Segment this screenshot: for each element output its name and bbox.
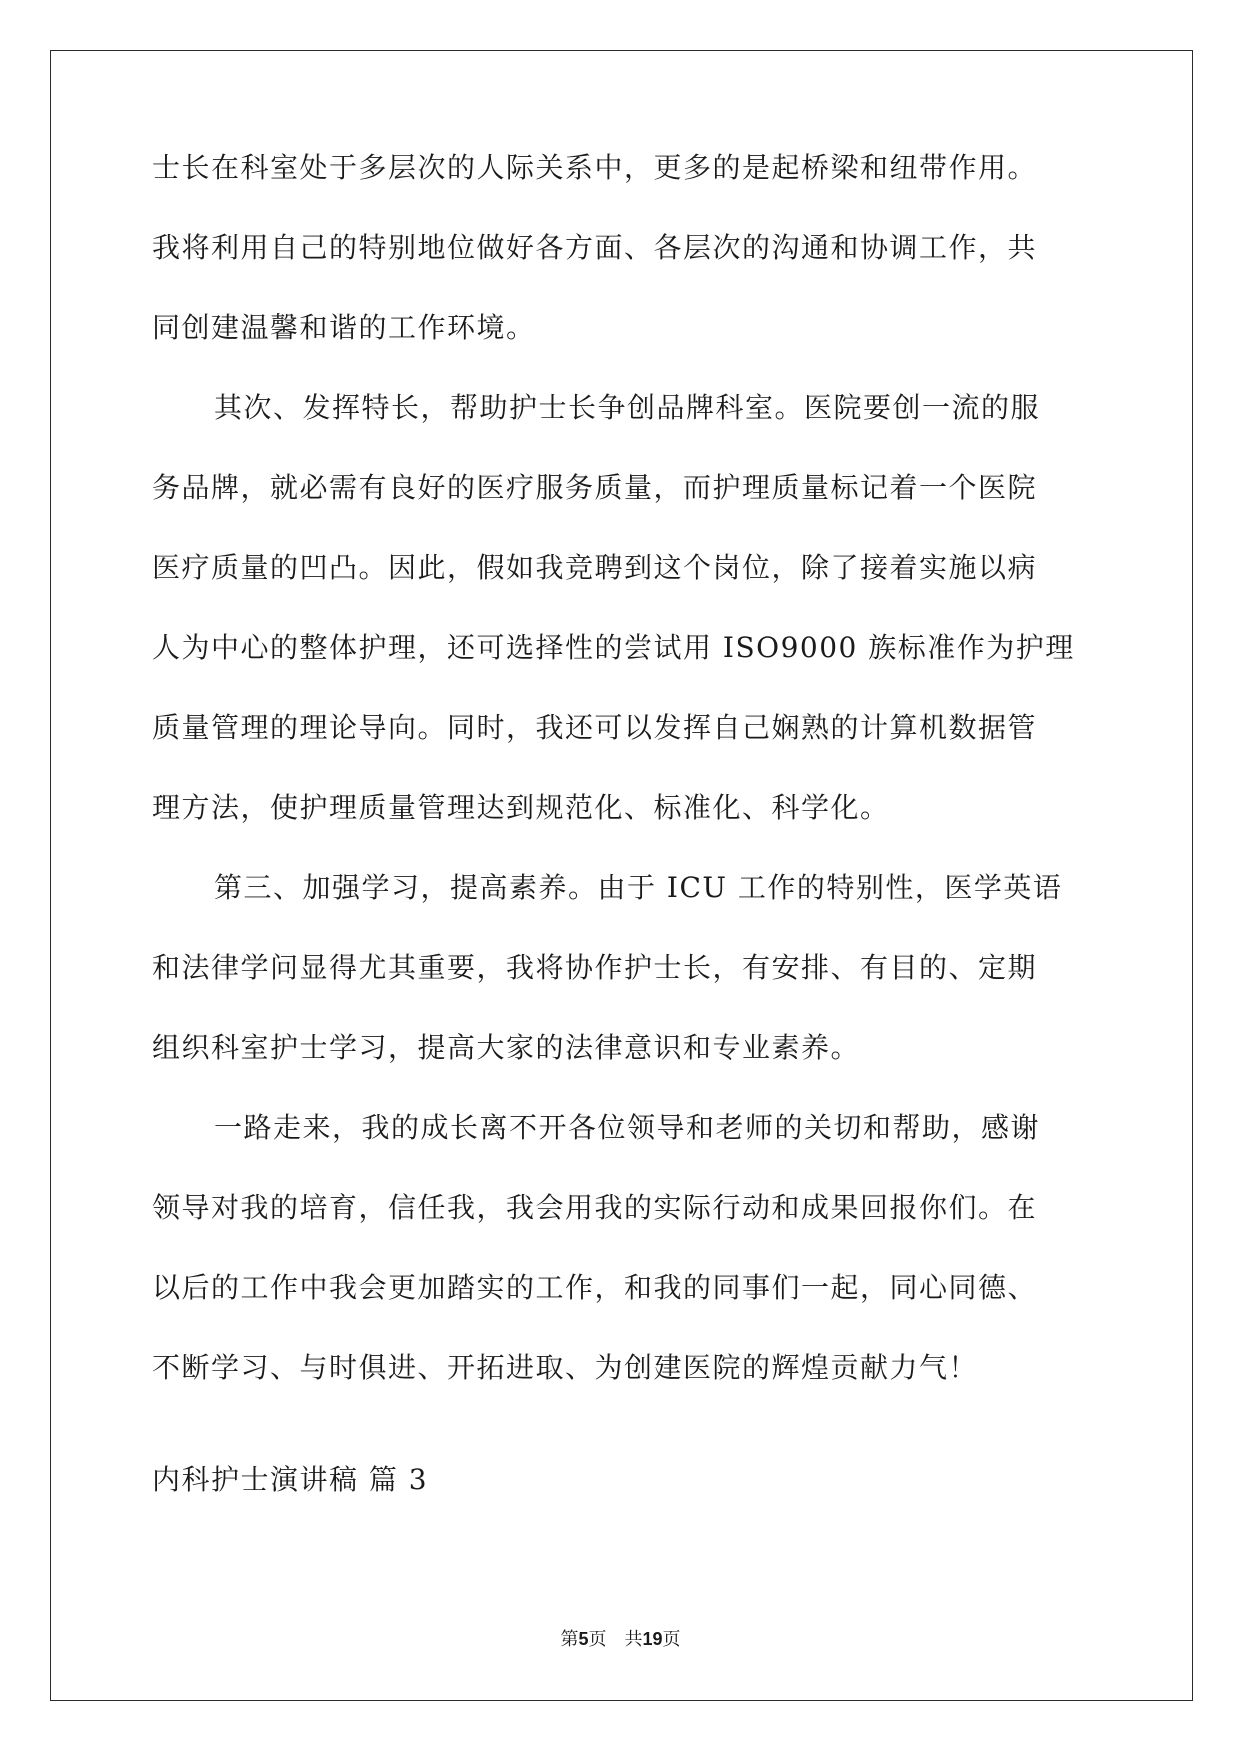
page-footer <box>0 1625 1241 1651</box>
paragraph-2-line-3: 医疗质量的凹凸。因此，假如我竞聘到这个岗位，除了接着实施以病 <box>152 551 1038 584</box>
paragraph-2-line-6: 理方法，使护理质量管理达到规范化、标准化、科学化。 <box>152 791 890 824</box>
paragraph-2-line-5: 质量管理的理论导向。同时，我还可以发挥自己娴熟的计算机数据管 <box>152 711 1038 744</box>
paragraph-3-line-1: 第三、加强学习，提高素养。由于 ICU 工作的特别性，医学英语 <box>214 871 1063 904</box>
paragraph-1-line-2: 我将利用自己的特别地位做好各方面、各层次的沟通和协调工作，共 <box>152 231 1038 264</box>
paragraph-2-line-4: 人为中心的整体护理，还可选择性的尝试用 ISO9000 族标准作为护理 <box>152 631 1075 664</box>
total-pages: 19 <box>642 1629 663 1649</box>
paragraph-3-line-2: 和法律学问显得尤其重要，我将协作护士长，有安排、有目的、定期 <box>152 951 1038 984</box>
paragraph-2-line-2: 务品牌，就必需有良好的医疗服务质量，而护理质量标记着一个医院 <box>152 471 1038 504</box>
total-prefix: 共 <box>624 1629 643 1650</box>
page-suffix: 页 <box>588 1629 607 1650</box>
body-text <box>152 128 1092 1408</box>
paragraph-4-line-2: 领导对我的培育，信任我，我会用我的实际行动和成果回报你们。在 <box>152 1191 1038 1224</box>
paragraph-1-line-1: 士长在科室处于多层次的人际关系中，更多的是起桥梁和纽带作用。 <box>152 151 1038 184</box>
paragraph-4-line-3: 以后的工作中我会更加踏实的工作，和我的同事们一起，同心同德、 <box>152 1271 1038 1304</box>
paragraph-2-line-1: 其次、发挥特长，帮助护士长争创品牌科室。医院要创一流的服 <box>214 391 1041 424</box>
page-prefix: 第 <box>560 1629 579 1650</box>
paragraph-1-line-3: 同创建温馨和谐的工作环境。 <box>152 311 536 344</box>
page-number: 5 <box>578 1629 589 1649</box>
paragraph-3-line-3: 组织科室护士学习，提高大家的法律意识和专业素养。 <box>152 1031 861 1064</box>
paragraph-4-line-1: 一路走来，我的成长离不开各位领导和老师的关切和帮助，感谢 <box>214 1111 1041 1144</box>
section-heading: 内科护士演讲稿 篇 3 <box>152 1463 429 1496</box>
paragraph-4-line-4: 不断学习、与时俱进、开拓进取、为创建医院的辉煌贡献力气！ <box>152 1351 979 1384</box>
total-suffix: 页 <box>662 1629 681 1650</box>
